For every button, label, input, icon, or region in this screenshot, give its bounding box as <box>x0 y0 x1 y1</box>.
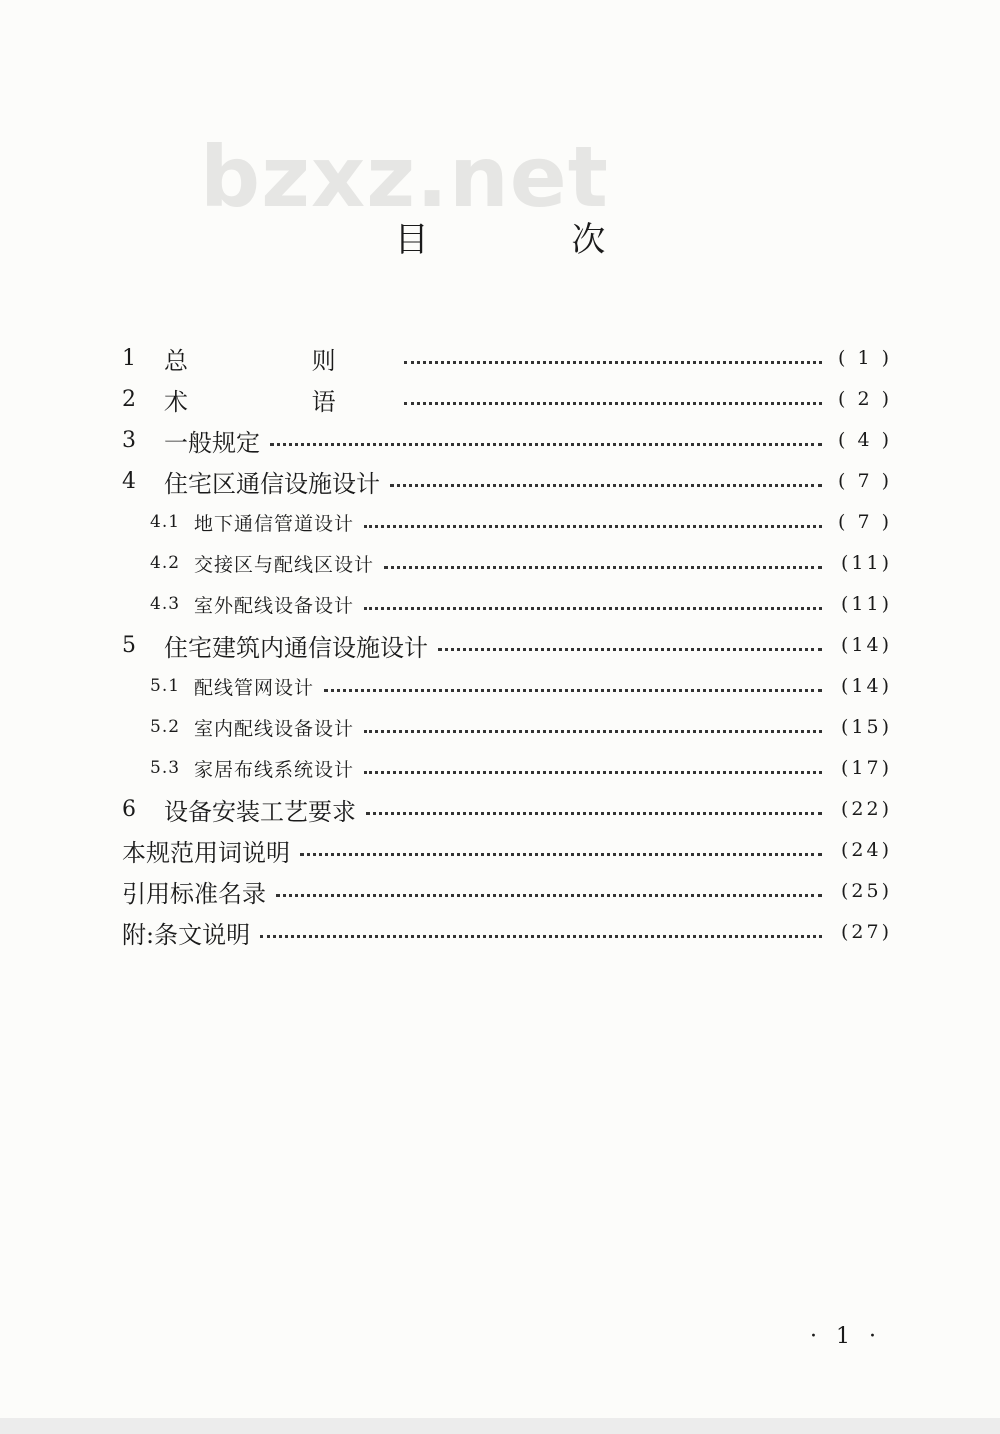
toc-entry-number: 4.1 <box>150 512 181 532</box>
dot-leader <box>404 361 822 364</box>
toc-subentry[interactable] <box>150 748 892 788</box>
dot-leader <box>364 730 822 733</box>
toc-entry-title: 总 则 <box>164 346 394 375</box>
toc-entry-page: (14) <box>840 675 892 697</box>
toc-entry-number: 5.3 <box>150 758 181 778</box>
toc-entry-page: (27) <box>840 921 892 943</box>
toc-entry-title: 交接区与配线区设计 <box>194 553 375 576</box>
toc-entry-page: (25) <box>840 880 892 902</box>
toc-entry-page: (11) <box>840 593 892 615</box>
dot-leader <box>404 402 822 405</box>
dot-leader <box>260 935 822 938</box>
dot-leader <box>384 566 822 569</box>
toc-subentry[interactable] <box>150 502 892 542</box>
page-number: · 1 · <box>810 1324 882 1349</box>
toc-entry-title: 住宅区通信设施设计 <box>164 469 380 498</box>
toc-entry-title: 室内配线设备设计 <box>194 717 355 740</box>
toc-subentry[interactable] <box>150 584 892 624</box>
toc-entry-page: ( 4 ) <box>838 429 892 451</box>
toc-entry-title: 地下通信管道设计 <box>194 512 355 535</box>
dot-leader <box>366 812 822 815</box>
toc-entry[interactable] <box>122 830 892 870</box>
dot-leader <box>364 607 822 610</box>
toc-entry-title: 家居布线系统设计 <box>194 758 355 781</box>
toc-entry-number: 5 <box>122 632 136 658</box>
toc-entry-title: 附:条文说明 <box>122 920 251 949</box>
toc-entry-title: 术 语 <box>164 387 394 416</box>
toc-subentry[interactable] <box>150 666 892 706</box>
toc-entry[interactable] <box>122 338 892 378</box>
toc-entry-page: (17) <box>840 757 892 779</box>
dot-leader <box>270 443 822 446</box>
toc-subentry[interactable] <box>150 707 892 747</box>
toc-entry[interactable] <box>122 871 892 911</box>
dot-leader <box>324 689 822 692</box>
toc-entry[interactable] <box>122 912 892 952</box>
watermark: bzxz.net <box>200 128 609 226</box>
toc-entry-title: 本规范用词说明 <box>122 838 290 867</box>
toc-entry-number: 6 <box>122 796 136 822</box>
toc-entry-number: 4.2 <box>150 553 181 573</box>
page-title: 目 次 <box>394 220 672 260</box>
toc-entry-number: 3 <box>122 427 136 453</box>
toc-entry-title: 引用标准名录 <box>122 879 266 908</box>
toc-subentry[interactable] <box>150 543 892 583</box>
toc-entry-page: (15) <box>840 716 892 738</box>
dot-leader <box>438 648 822 651</box>
toc-entry-number: 5.2 <box>150 717 181 737</box>
dot-leader <box>276 894 822 897</box>
toc-entry-page: (11) <box>840 552 892 574</box>
toc-entry[interactable] <box>122 420 892 460</box>
dot-leader <box>390 484 822 487</box>
toc-entry[interactable] <box>122 379 892 419</box>
toc-entry[interactable] <box>122 789 892 829</box>
dot-leader <box>364 771 822 774</box>
dot-leader <box>300 853 822 856</box>
toc-entry-page: ( 2 ) <box>838 388 892 410</box>
toc-entry-number: 5.1 <box>150 676 181 696</box>
toc-entry-number: 4 <box>122 468 136 494</box>
toc-entry-number: 1 <box>122 345 136 371</box>
toc-entry[interactable] <box>122 461 892 501</box>
toc-entry-title: 一般规定 <box>164 428 260 457</box>
dot-leader <box>364 525 822 528</box>
viewer-bottom-bar <box>0 1418 1000 1434</box>
toc-entry-title: 设备安装工艺要求 <box>164 797 356 826</box>
toc-entry-page: (14) <box>840 634 892 656</box>
toc-entry-number: 2 <box>122 386 136 412</box>
toc-entry-number: 4.3 <box>150 594 181 614</box>
toc-entry-page: (24) <box>840 839 892 861</box>
toc-entry[interactable] <box>122 625 892 665</box>
toc-entry-title: 住宅建筑内通信设施设计 <box>164 633 428 662</box>
toc-entry-title: 室外配线设备设计 <box>194 594 355 617</box>
toc-entry-page: ( 7 ) <box>838 470 892 492</box>
toc-entry-page: (22) <box>840 798 892 820</box>
toc-entry-title: 配线管网设计 <box>194 676 315 699</box>
toc-entry-page: ( 7 ) <box>838 511 892 533</box>
toc-entry-page: ( 1 ) <box>838 347 892 369</box>
